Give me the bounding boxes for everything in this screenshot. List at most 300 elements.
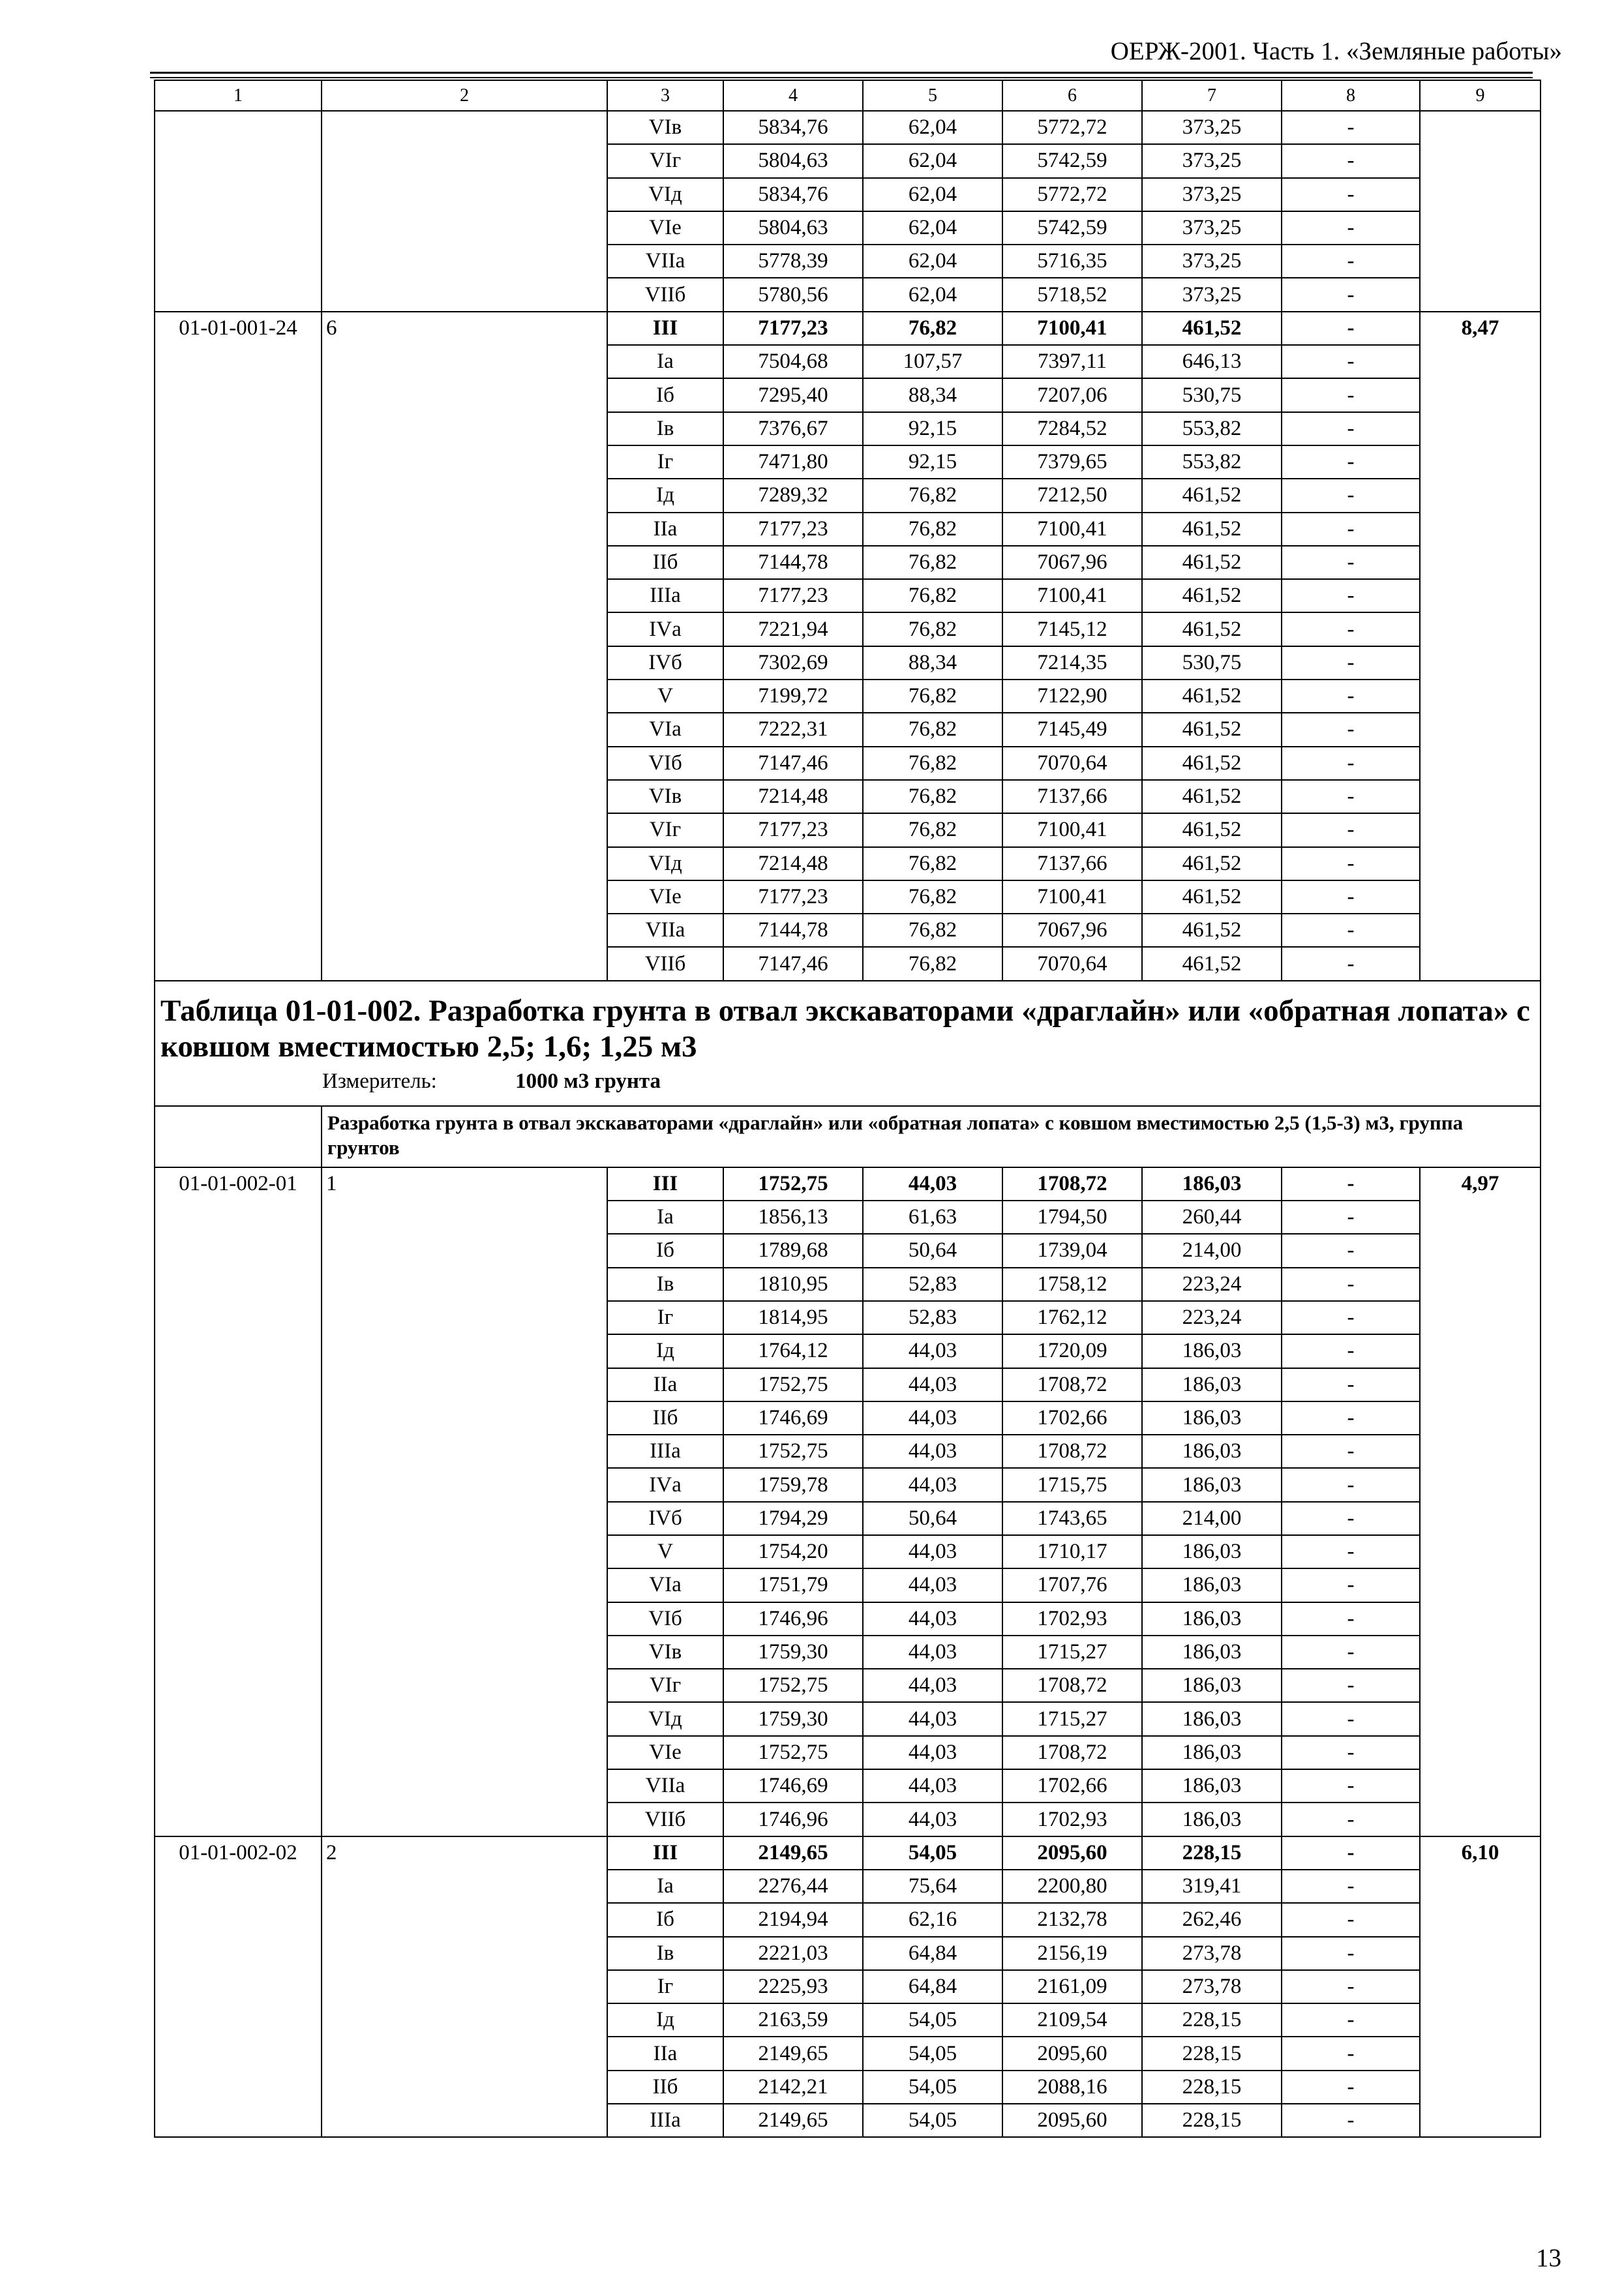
data-cell: 186,03	[1142, 1636, 1282, 1669]
table-title-row	[155, 981, 1541, 1106]
data-cell: 7207,06	[1002, 378, 1142, 411]
data-cell: 1751,79	[723, 1568, 863, 1602]
data-cell: 2276,44	[723, 1870, 863, 1903]
data-cell: 2142,21	[723, 2071, 863, 2104]
data-cell: 7144,78	[723, 546, 863, 579]
data-cell: 553,82	[1142, 412, 1282, 445]
data-cell: 7144,78	[723, 914, 863, 947]
column-number-cell: 5	[863, 80, 1002, 111]
data-cell: 1759,78	[723, 1468, 863, 1501]
column-number-cell: 9	[1420, 80, 1541, 111]
column-number-cell: 1	[155, 80, 322, 111]
data-cell: 1794,50	[1002, 1201, 1142, 1234]
data-cell: 2095,60	[1002, 1836, 1142, 1870]
data-cell: 5778,39	[723, 245, 863, 278]
data-cell: 92,15	[863, 412, 1002, 445]
data-cell: 273,78	[1142, 1937, 1282, 1970]
data-cell: 1759,30	[723, 1702, 863, 1735]
data-cell: 186,03	[1142, 1401, 1282, 1435]
col9-cell	[1420, 111, 1541, 312]
data-cell: 530,75	[1142, 646, 1282, 680]
data-cell: 62,16	[863, 1903, 1002, 1936]
data-cell: 373,25	[1142, 278, 1282, 311]
data-cell: 2225,93	[723, 1970, 863, 2003]
section-desc-spacer	[155, 1106, 322, 1167]
data-cell: IIб	[607, 546, 723, 579]
data-cell: 186,03	[1142, 1669, 1282, 1702]
header-rule-thin	[150, 77, 1533, 78]
data-cell: 319,41	[1142, 1870, 1282, 1903]
data-cell: Iд	[607, 1334, 723, 1368]
data-cell: 52,83	[863, 1268, 1002, 1301]
measure-line	[160, 1071, 1535, 1092]
data-cell: 88,34	[863, 646, 1002, 680]
data-cell: 76,82	[863, 880, 1002, 914]
data-cell: Iа	[607, 1201, 723, 1234]
data-cell: 223,24	[1142, 1268, 1282, 1301]
rate-name-cell: 2	[322, 1836, 607, 2138]
data-cell: 7100,41	[1002, 880, 1142, 914]
data-cell: IIб	[607, 2071, 723, 2104]
data-cell: 7070,64	[1002, 947, 1142, 980]
data-cell: 1702,66	[1002, 1769, 1142, 1803]
data-cell: VIIб	[607, 947, 723, 980]
data-cell: 461,52	[1142, 747, 1282, 780]
measure-label: Измеритель:	[322, 1069, 437, 1093]
rate-code-cell: 01-01-002-02	[155, 1836, 322, 2138]
data-cell: Iб	[607, 1903, 723, 1936]
data-cell: 1752,75	[723, 1736, 863, 1769]
data-cell: VIв	[607, 780, 723, 813]
data-cell: -	[1282, 546, 1420, 579]
data-cell: 1702,66	[1002, 1401, 1142, 1435]
data-cell: 44,03	[863, 1769, 1002, 1803]
data-cell: Iг	[607, 1970, 723, 2003]
data-cell: 7067,96	[1002, 546, 1142, 579]
data-cell: -	[1282, 1167, 1420, 1201]
data-cell: 1752,75	[723, 1368, 863, 1401]
data-cell: 461,52	[1142, 612, 1282, 646]
data-cell: 44,03	[863, 1636, 1002, 1669]
data-cell: 1715,27	[1002, 1636, 1142, 1669]
data-cell: -	[1282, 646, 1420, 680]
data-cell: 7177,23	[723, 880, 863, 914]
data-cell: 75,64	[863, 1870, 1002, 1903]
data-cell: 2221,03	[723, 1937, 863, 1970]
data-cell: 5772,72	[1002, 111, 1142, 144]
data-cell: 76,82	[863, 612, 1002, 646]
col9-cell: 8,47	[1420, 312, 1541, 981]
data-cell: -	[1282, 1468, 1420, 1501]
section-description: Разработка грунта в отвал экскаваторами «драглайн» или «обратная лопата» с ковшом вместимостью 2,5 (1,5-3) м3, группа грунтов	[322, 1106, 1541, 1167]
data-cell: 54,05	[863, 2104, 1002, 2137]
data-cell: V	[607, 1535, 723, 1568]
data-cell: 186,03	[1142, 1702, 1282, 1735]
data-cell: 1746,96	[723, 1602, 863, 1636]
data-cell: -	[1282, 1268, 1420, 1301]
data-cell: -	[1282, 378, 1420, 411]
data-cell: -	[1282, 312, 1420, 345]
data-cell: 1856,13	[723, 1201, 863, 1234]
data-cell: -	[1282, 2037, 1420, 2070]
data-cell: 228,15	[1142, 2104, 1282, 2137]
data-cell: -	[1282, 111, 1420, 144]
data-cell: -	[1282, 245, 1420, 278]
data-cell: 76,82	[863, 312, 1002, 345]
data-cell: 7504,68	[723, 345, 863, 378]
data-cell: VIг	[607, 1669, 723, 1702]
measure-value: 1000 м3 грунта	[515, 1069, 661, 1093]
data-cell: 7302,69	[723, 646, 863, 680]
data-cell: 1746,69	[723, 1769, 863, 1803]
data-cell: 7214,48	[723, 780, 863, 813]
data-cell: 7295,40	[723, 378, 863, 411]
data-cell: -	[1282, 1970, 1420, 2003]
data-cell: -	[1282, 1937, 1420, 1970]
data-cell: -	[1282, 2104, 1420, 2137]
data-cell: 7070,64	[1002, 747, 1142, 780]
data-cell: 7471,80	[723, 445, 863, 479]
data-cell: -	[1282, 1301, 1420, 1334]
data-cell: 2095,60	[1002, 2037, 1142, 2070]
data-cell: 7177,23	[723, 312, 863, 345]
data-cell: 373,25	[1142, 144, 1282, 177]
data-cell: 1710,17	[1002, 1535, 1142, 1568]
data-cell: 5804,63	[723, 211, 863, 245]
data-cell: IIа	[607, 513, 723, 546]
data-cell: 7100,41	[1002, 312, 1142, 345]
data-cell: 228,15	[1142, 2071, 1282, 2104]
data-cell: 107,57	[863, 345, 1002, 378]
data-cell: VIд	[607, 847, 723, 880]
rates-table-container	[154, 80, 1541, 2138]
data-cell: -	[1282, 479, 1420, 512]
data-cell: 2088,16	[1002, 2071, 1142, 2104]
data-cell: IVб	[607, 1502, 723, 1535]
data-cell: 76,82	[863, 847, 1002, 880]
data-cell: 5780,56	[723, 278, 863, 311]
table-row	[155, 312, 1541, 345]
data-cell: 461,52	[1142, 947, 1282, 980]
data-cell: -	[1282, 780, 1420, 813]
data-cell: 88,34	[863, 378, 1002, 411]
data-cell: Iа	[607, 1870, 723, 1903]
data-cell: 92,15	[863, 445, 1002, 479]
data-cell: IVб	[607, 646, 723, 680]
data-cell: 646,13	[1142, 345, 1282, 378]
data-cell: VIа	[607, 713, 723, 746]
data-cell: Iв	[607, 1268, 723, 1301]
data-cell: -	[1282, 211, 1420, 245]
data-cell: 7122,90	[1002, 680, 1142, 713]
data-cell: VIв	[607, 111, 723, 144]
data-cell: -	[1282, 747, 1420, 780]
data-cell: -	[1282, 947, 1420, 980]
data-cell: IIIа	[607, 579, 723, 612]
data-cell: 44,03	[863, 1702, 1002, 1735]
data-cell: 52,83	[863, 1301, 1002, 1334]
data-cell: 44,03	[863, 1435, 1002, 1468]
data-cell: 7177,23	[723, 513, 863, 546]
data-cell: 76,82	[863, 680, 1002, 713]
data-cell: 1758,12	[1002, 1268, 1142, 1301]
data-cell: -	[1282, 1870, 1420, 1903]
header-rule	[150, 72, 1533, 74]
data-cell: 7145,12	[1002, 612, 1142, 646]
data-cell: 7214,48	[723, 847, 863, 880]
data-cell: -	[1282, 345, 1420, 378]
data-cell: 7222,31	[723, 713, 863, 746]
data-cell: 5718,52	[1002, 278, 1142, 311]
data-cell: 186,03	[1142, 1368, 1282, 1401]
data-cell: 186,03	[1142, 1736, 1282, 1769]
data-cell: Iд	[607, 2003, 723, 2037]
data-cell: 76,82	[863, 947, 1002, 980]
data-cell: 5742,59	[1002, 144, 1142, 177]
data-cell: 1743,65	[1002, 1502, 1142, 1535]
data-cell: III	[607, 1836, 723, 1870]
data-cell: -	[1282, 813, 1420, 846]
data-cell: 262,46	[1142, 1903, 1282, 1936]
data-cell: 2132,78	[1002, 1903, 1142, 1936]
data-cell: 76,82	[863, 513, 1002, 546]
data-cell: 373,25	[1142, 211, 1282, 245]
data-cell: IIIа	[607, 1435, 723, 1468]
data-cell: 1810,95	[723, 1268, 863, 1301]
data-cell: 7067,96	[1002, 914, 1142, 947]
data-cell: 373,25	[1142, 245, 1282, 278]
rate-name-cell: 1	[322, 1167, 607, 1836]
table-title: Таблица 01-01-002. Разработка грунта в отвал экскаваторами «драглайн» или «обратная лопата» с ковшом вместимостью 2,5; 1,6; 1,25 м3	[160, 993, 1530, 1064]
data-cell: -	[1282, 412, 1420, 445]
data-cell: -	[1282, 713, 1420, 746]
data-cell: 1752,75	[723, 1167, 863, 1201]
data-cell: -	[1282, 680, 1420, 713]
data-cell: 44,03	[863, 1568, 1002, 1602]
data-cell: 223,24	[1142, 1301, 1282, 1334]
data-cell: 214,00	[1142, 1234, 1282, 1267]
data-cell: 461,52	[1142, 713, 1282, 746]
data-cell: 7100,41	[1002, 513, 1142, 546]
data-cell: III	[607, 312, 723, 345]
data-cell: 228,15	[1142, 1836, 1282, 1870]
data-cell: 7145,49	[1002, 713, 1142, 746]
data-cell: 64,84	[863, 1937, 1002, 1970]
data-cell: 228,15	[1142, 2037, 1282, 2070]
data-cell: -	[1282, 1234, 1420, 1267]
data-cell: Iг	[607, 445, 723, 479]
data-cell: VIIа	[607, 245, 723, 278]
data-cell: III	[607, 1167, 723, 1201]
data-cell: 54,05	[863, 2003, 1002, 2037]
table-row	[155, 1167, 1541, 1201]
data-cell: -	[1282, 1535, 1420, 1568]
col9-cell: 4,97	[1420, 1167, 1541, 1836]
data-cell: 44,03	[863, 1167, 1002, 1201]
data-cell: 44,03	[863, 1535, 1002, 1568]
data-cell: 7284,52	[1002, 412, 1142, 445]
table-title-cell	[155, 981, 1541, 1106]
data-cell: 186,03	[1142, 1334, 1282, 1368]
data-cell: -	[1282, 1502, 1420, 1535]
rate-code-cell	[155, 111, 322, 312]
data-cell: 7100,41	[1002, 813, 1142, 846]
data-cell: -	[1282, 1568, 1420, 1602]
data-cell: Iд	[607, 479, 723, 512]
data-cell: 76,82	[863, 546, 1002, 579]
data-cell: 5716,35	[1002, 245, 1142, 278]
column-number-cell: 7	[1142, 80, 1282, 111]
data-cell: 553,82	[1142, 445, 1282, 479]
section-desc-row	[155, 1106, 1541, 1167]
data-cell: 2149,65	[723, 2104, 863, 2137]
data-cell: -	[1282, 1636, 1420, 1669]
data-cell: 1715,75	[1002, 1468, 1142, 1501]
data-cell: 62,04	[863, 245, 1002, 278]
data-cell: 2109,54	[1002, 2003, 1142, 2037]
data-cell: VIIб	[607, 278, 723, 311]
data-cell: 2149,65	[723, 1836, 863, 1870]
data-cell: 186,03	[1142, 1435, 1282, 1468]
data-cell: 461,52	[1142, 780, 1282, 813]
data-cell: 2194,94	[723, 1903, 863, 1936]
column-number-row	[155, 80, 1541, 111]
data-cell: 228,15	[1142, 2003, 1282, 2037]
data-cell: 44,03	[863, 1602, 1002, 1636]
data-cell: 461,52	[1142, 312, 1282, 345]
data-cell: 5834,76	[723, 111, 863, 144]
data-cell: 44,03	[863, 1803, 1002, 1836]
data-cell: 186,03	[1142, 1769, 1282, 1803]
data-cell: -	[1282, 914, 1420, 947]
data-cell: 1754,20	[723, 1535, 863, 1568]
data-cell: 186,03	[1142, 1568, 1282, 1602]
data-cell: IIб	[607, 1401, 723, 1435]
column-number-cell: 3	[607, 80, 723, 111]
rate-name-cell	[322, 111, 607, 312]
data-cell: 1739,04	[1002, 1234, 1142, 1267]
data-cell: 76,82	[863, 713, 1002, 746]
data-cell: -	[1282, 1401, 1420, 1435]
data-cell: 1702,93	[1002, 1803, 1142, 1836]
data-cell: 44,03	[863, 1401, 1002, 1435]
data-cell: VIб	[607, 1602, 723, 1636]
data-cell: 461,52	[1142, 579, 1282, 612]
data-cell: 1708,72	[1002, 1736, 1142, 1769]
data-cell: 64,84	[863, 1970, 1002, 2003]
data-cell: 50,64	[863, 1502, 1002, 1535]
data-cell: VIе	[607, 211, 723, 245]
data-cell: -	[1282, 445, 1420, 479]
data-cell: 44,03	[863, 1669, 1002, 1702]
data-cell: 1702,93	[1002, 1602, 1142, 1636]
data-cell: 2095,60	[1002, 2104, 1142, 2137]
data-cell: Iб	[607, 378, 723, 411]
data-cell: 1708,72	[1002, 1669, 1142, 1702]
data-cell: VIIа	[607, 914, 723, 947]
data-cell: -	[1282, 1702, 1420, 1735]
data-cell: 1789,68	[723, 1234, 863, 1267]
column-number-cell: 6	[1002, 80, 1142, 111]
data-cell: 7212,50	[1002, 479, 1142, 512]
data-cell: 461,52	[1142, 513, 1282, 546]
data-cell: -	[1282, 2071, 1420, 2104]
col9-cell: 6,10	[1420, 1836, 1541, 2138]
data-cell: 373,25	[1142, 111, 1282, 144]
data-cell: 7137,66	[1002, 780, 1142, 813]
data-cell: 7379,65	[1002, 445, 1142, 479]
data-cell: 7221,94	[723, 612, 863, 646]
data-cell: -	[1282, 2003, 1420, 2037]
data-cell: 461,52	[1142, 680, 1282, 713]
data-cell: IIIа	[607, 2104, 723, 2137]
data-cell: 7376,67	[723, 412, 863, 445]
data-cell: 1720,09	[1002, 1334, 1142, 1368]
data-cell: -	[1282, 847, 1420, 880]
data-cell: -	[1282, 612, 1420, 646]
data-cell: 62,04	[863, 278, 1002, 311]
data-cell: 2161,09	[1002, 1970, 1142, 2003]
data-cell: -	[1282, 1435, 1420, 1468]
data-cell: 7397,11	[1002, 345, 1142, 378]
rate-code-cell: 01-01-001-24	[155, 312, 322, 981]
data-cell: 1759,30	[723, 1636, 863, 1669]
data-cell: 1764,12	[723, 1334, 863, 1368]
data-cell: -	[1282, 278, 1420, 311]
data-cell: 76,82	[863, 747, 1002, 780]
data-cell: 2163,59	[723, 2003, 863, 2037]
data-cell: 7177,23	[723, 579, 863, 612]
data-cell: -	[1282, 1903, 1420, 1936]
data-cell: 461,52	[1142, 813, 1282, 846]
data-cell: 1814,95	[723, 1301, 863, 1334]
data-cell: 7214,35	[1002, 646, 1142, 680]
data-cell: 62,04	[863, 211, 1002, 245]
data-cell: 461,52	[1142, 546, 1282, 579]
data-cell: 461,52	[1142, 914, 1282, 947]
data-cell: 44,03	[863, 1334, 1002, 1368]
data-cell: 54,05	[863, 2071, 1002, 2104]
data-cell: Iа	[607, 345, 723, 378]
data-cell: Iв	[607, 412, 723, 445]
data-cell: 5772,72	[1002, 178, 1142, 211]
data-cell: 76,82	[863, 479, 1002, 512]
data-cell: VIг	[607, 813, 723, 846]
data-cell: -	[1282, 1669, 1420, 1702]
data-cell: 1707,76	[1002, 1568, 1142, 1602]
data-cell: 530,75	[1142, 378, 1282, 411]
data-cell: VIв	[607, 1636, 723, 1669]
data-cell: IIа	[607, 2037, 723, 2070]
data-cell: 1794,29	[723, 1502, 863, 1535]
data-cell: 76,82	[863, 579, 1002, 612]
data-cell: 461,52	[1142, 479, 1282, 512]
data-cell: 7199,72	[723, 680, 863, 713]
table-row	[155, 111, 1541, 144]
data-cell: 5834,76	[723, 178, 863, 211]
data-cell: 44,03	[863, 1368, 1002, 1401]
column-number-cell: 2	[322, 80, 607, 111]
data-cell: 62,04	[863, 144, 1002, 177]
data-cell: 1752,75	[723, 1435, 863, 1468]
data-cell: 186,03	[1142, 1803, 1282, 1836]
data-cell: VIа	[607, 1568, 723, 1602]
data-cell: -	[1282, 1602, 1420, 1636]
data-cell: 61,63	[863, 1201, 1002, 1234]
data-cell: 44,03	[863, 1736, 1002, 1769]
data-cell: 7147,46	[723, 947, 863, 980]
data-cell: VIе	[607, 880, 723, 914]
